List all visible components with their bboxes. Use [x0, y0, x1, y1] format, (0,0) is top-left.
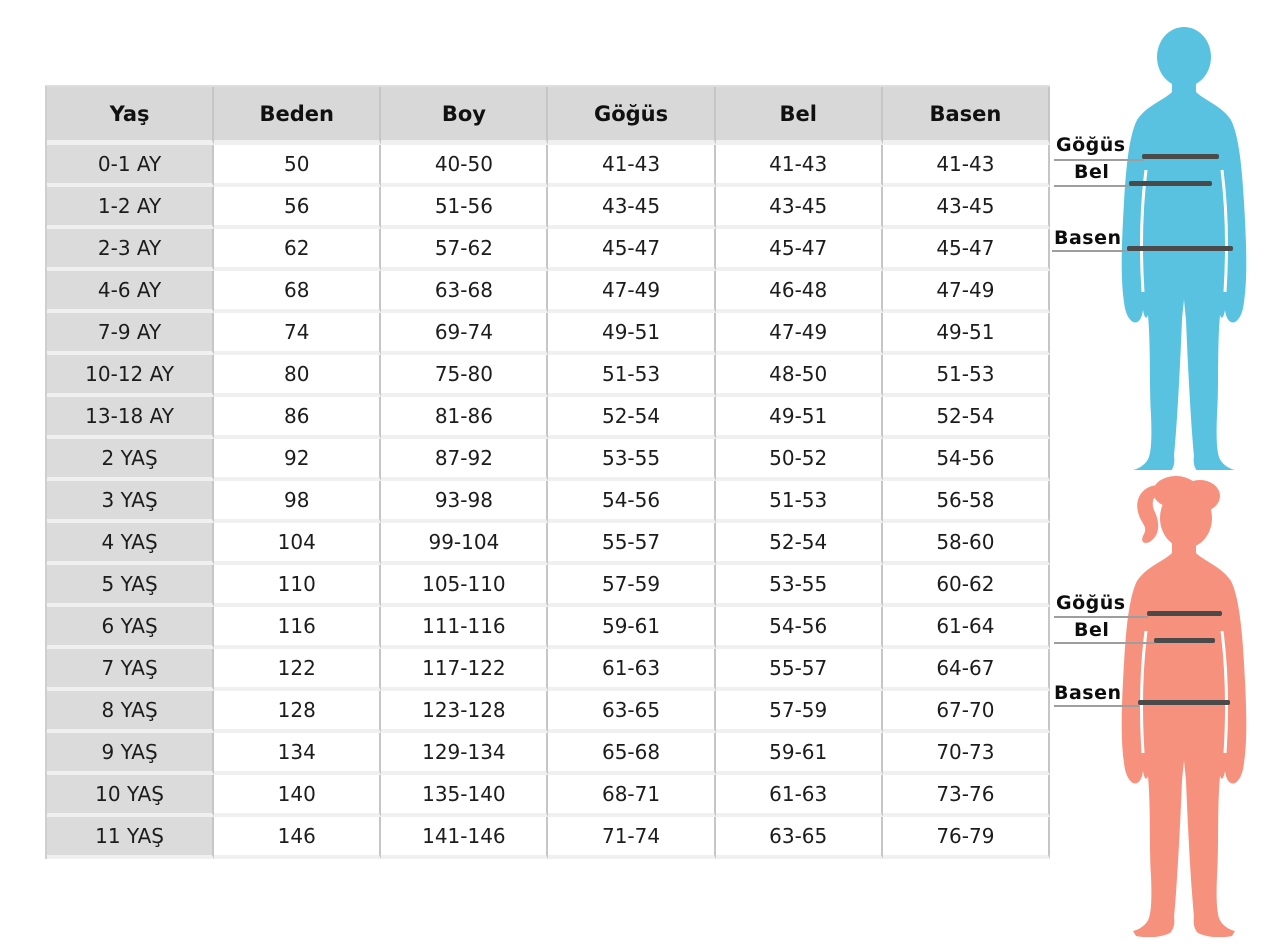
- column-header: Yaş: [47, 87, 214, 145]
- measurement-cell: 50-52: [716, 439, 883, 481]
- measurement-cell: 55-57: [716, 649, 883, 691]
- measurement-cell: 129-134: [381, 733, 548, 775]
- measurement-cell: 70-73: [883, 733, 1050, 775]
- measurement-cell: 46-48: [716, 271, 883, 313]
- girl-waist-line: [1154, 638, 1215, 643]
- measurement-cell: 146: [214, 817, 381, 859]
- table-row: [47, 355, 1050, 397]
- measurement-cell: 43-45: [883, 187, 1050, 229]
- measurement-cell: 41-43: [716, 145, 883, 187]
- measurement-cell: 57-59: [716, 691, 883, 733]
- boy-silhouette: [1108, 20, 1258, 470]
- girl-chest-line: [1147, 611, 1222, 616]
- table-row: [47, 229, 1050, 271]
- girl-chest-line-thin: [1054, 616, 1148, 618]
- measurement-cell: 54-56: [548, 481, 715, 523]
- row-header-age: 10 YAŞ: [47, 775, 214, 817]
- measurement-cell: 61-63: [716, 775, 883, 817]
- measurement-cell: 52-54: [548, 397, 715, 439]
- boy-waist-line: [1129, 181, 1212, 186]
- measurement-cell: 57-62: [381, 229, 548, 271]
- header-row: [47, 87, 1050, 145]
- measurement-cell: 73-76: [883, 775, 1050, 817]
- measurement-cell: 87-92: [381, 439, 548, 481]
- boy-hip-label: Basen: [1054, 227, 1122, 249]
- measurement-cell: 54-56: [883, 439, 1050, 481]
- row-header-age: 3 YAŞ: [47, 481, 214, 523]
- row-header-age: 4-6 AY: [47, 271, 214, 313]
- row-header-age: 4 YAŞ: [47, 523, 214, 565]
- row-header-age: 10-12 AY: [47, 355, 214, 397]
- measurement-cell: 53-55: [716, 565, 883, 607]
- row-header-age: 7 YAŞ: [47, 649, 214, 691]
- measurement-cell: 80: [214, 355, 381, 397]
- column-header: Göğüs: [548, 87, 715, 145]
- measurement-cell: 49-51: [716, 397, 883, 439]
- row-header-age: 2 YAŞ: [47, 439, 214, 481]
- measurement-cell: 123-128: [381, 691, 548, 733]
- table-row: [47, 733, 1050, 775]
- measurement-cell: 53-55: [548, 439, 715, 481]
- measurement-cell: 63-65: [716, 817, 883, 859]
- measurement-cell: 54-56: [716, 607, 883, 649]
- measurement-cell: 105-110: [381, 565, 548, 607]
- measurement-cell: 67-70: [883, 691, 1050, 733]
- measurement-cell: 99-104: [381, 523, 548, 565]
- measurement-cell: 116: [214, 607, 381, 649]
- measurement-cell: 55-57: [548, 523, 715, 565]
- column-header: Bel: [716, 87, 883, 145]
- measurement-cell: 51-53: [716, 481, 883, 523]
- table-row: [47, 313, 1050, 355]
- girl-waist-label: Bel: [1074, 619, 1110, 641]
- column-header: Basen: [883, 87, 1050, 145]
- measurement-cell: 68: [214, 271, 381, 313]
- measurement-cell: 92: [214, 439, 381, 481]
- measurement-cell: 43-45: [548, 187, 715, 229]
- measurement-cell: 51-53: [883, 355, 1050, 397]
- measurement-cell: 134: [214, 733, 381, 775]
- measurement-cell: 41-43: [548, 145, 715, 187]
- girl-hip-line-thin: [1054, 705, 1139, 707]
- measurement-cell: 45-47: [883, 229, 1050, 271]
- measurement-cell: 58-60: [883, 523, 1050, 565]
- measurement-cell: 63-68: [381, 271, 548, 313]
- measurement-cell: 47-49: [548, 271, 715, 313]
- measurement-cell: 49-51: [883, 313, 1050, 355]
- measurement-cell: 49-51: [548, 313, 715, 355]
- row-header-age: 2-3 AY: [47, 229, 214, 271]
- measurement-cell: 61-63: [548, 649, 715, 691]
- table-row: [47, 649, 1050, 691]
- measurement-cell: 47-49: [883, 271, 1050, 313]
- measurement-cell: 74: [214, 313, 381, 355]
- measurement-cell: 122: [214, 649, 381, 691]
- row-header-age: 1-2 AY: [47, 187, 214, 229]
- measurement-cell: 69-74: [381, 313, 548, 355]
- measurement-cell: 140: [214, 775, 381, 817]
- boy-chest-line: [1142, 154, 1219, 159]
- measurement-cell: 104: [214, 523, 381, 565]
- row-header-age: 11 YAŞ: [47, 817, 214, 859]
- measurement-cell: 98: [214, 481, 381, 523]
- row-header-age: 7-9 AY: [47, 313, 214, 355]
- table-row: [47, 691, 1050, 733]
- measurement-cell: 57-59: [548, 565, 715, 607]
- boy-waist-label: Bel: [1074, 161, 1110, 183]
- measurement-cell: 128: [214, 691, 381, 733]
- measurement-cell: 64-67: [883, 649, 1050, 691]
- measurement-cell: 41-43: [883, 145, 1050, 187]
- measurement-cell: 45-47: [548, 229, 715, 271]
- measurement-cell: 59-61: [548, 607, 715, 649]
- boy-hip-line: [1127, 246, 1233, 251]
- measurement-cell: 56-58: [883, 481, 1050, 523]
- table-row: [47, 439, 1050, 481]
- boy-waist-line-thin: [1054, 185, 1130, 187]
- measurement-cell: 68-71: [548, 775, 715, 817]
- measurement-cell: 48-50: [716, 355, 883, 397]
- measurement-cell: 86: [214, 397, 381, 439]
- measurement-cell: 75-80: [381, 355, 548, 397]
- measurement-cell: 110: [214, 565, 381, 607]
- boy-chest-label: Göğüs: [1056, 134, 1126, 156]
- table-row: [47, 607, 1050, 649]
- row-header-age: 13-18 AY: [47, 397, 214, 439]
- measurement-cell: 56: [214, 187, 381, 229]
- table-row: [47, 271, 1050, 313]
- table-row: [47, 187, 1050, 229]
- measurement-cell: 50: [214, 145, 381, 187]
- measurement-cell: 40-50: [381, 145, 548, 187]
- row-header-age: 8 YAŞ: [47, 691, 214, 733]
- measurement-cell: 61-64: [883, 607, 1050, 649]
- measurement-cell: 141-146: [381, 817, 548, 859]
- measurement-cell: 76-79: [883, 817, 1050, 859]
- measurement-cell: 45-47: [716, 229, 883, 271]
- column-header: Beden: [214, 87, 381, 145]
- measurement-cell: 135-140: [381, 775, 548, 817]
- table-row: [47, 397, 1050, 439]
- table-row: [47, 817, 1050, 859]
- measurement-cell: 62: [214, 229, 381, 271]
- row-header-age: 9 YAŞ: [47, 733, 214, 775]
- measurement-cell: 51-56: [381, 187, 548, 229]
- measurement-cell: 117-122: [381, 649, 548, 691]
- size-table: [45, 85, 1050, 859]
- row-header-age: 5 YAŞ: [47, 565, 214, 607]
- measurement-cell: 93-98: [381, 481, 548, 523]
- table-row: [47, 775, 1050, 817]
- girl-hip-label: Basen: [1054, 682, 1122, 704]
- measurement-cell: 63-65: [548, 691, 715, 733]
- measurement-cell: 60-62: [883, 565, 1050, 607]
- measurement-cell: 47-49: [716, 313, 883, 355]
- measurement-cell: 52-54: [716, 523, 883, 565]
- table-row: [47, 523, 1050, 565]
- measurement-cell: 43-45: [716, 187, 883, 229]
- girl-waist-line-thin: [1054, 642, 1155, 644]
- measurement-cell: 81-86: [381, 397, 548, 439]
- girl-body: [1122, 531, 1247, 937]
- boy-hip-line-thin: [1052, 250, 1128, 252]
- table-row: [47, 481, 1050, 523]
- measurement-cell: 51-53: [548, 355, 715, 397]
- table-row: [47, 565, 1050, 607]
- row-header-age: 0-1 AY: [47, 145, 214, 187]
- boy-body: [1122, 70, 1247, 470]
- measurement-cell: 59-61: [716, 733, 883, 775]
- measurement-cell: 111-116: [381, 607, 548, 649]
- measurement-cell: 71-74: [548, 817, 715, 859]
- measurement-cell: 52-54: [883, 397, 1050, 439]
- table-row: [47, 145, 1050, 187]
- table-body: [47, 145, 1050, 859]
- girl-hip-line: [1138, 700, 1230, 705]
- girl-chest-label: Göğüs: [1056, 592, 1126, 614]
- measurement-cell: 65-68: [548, 733, 715, 775]
- row-header-age: 6 YAŞ: [47, 607, 214, 649]
- column-header: Boy: [381, 87, 548, 145]
